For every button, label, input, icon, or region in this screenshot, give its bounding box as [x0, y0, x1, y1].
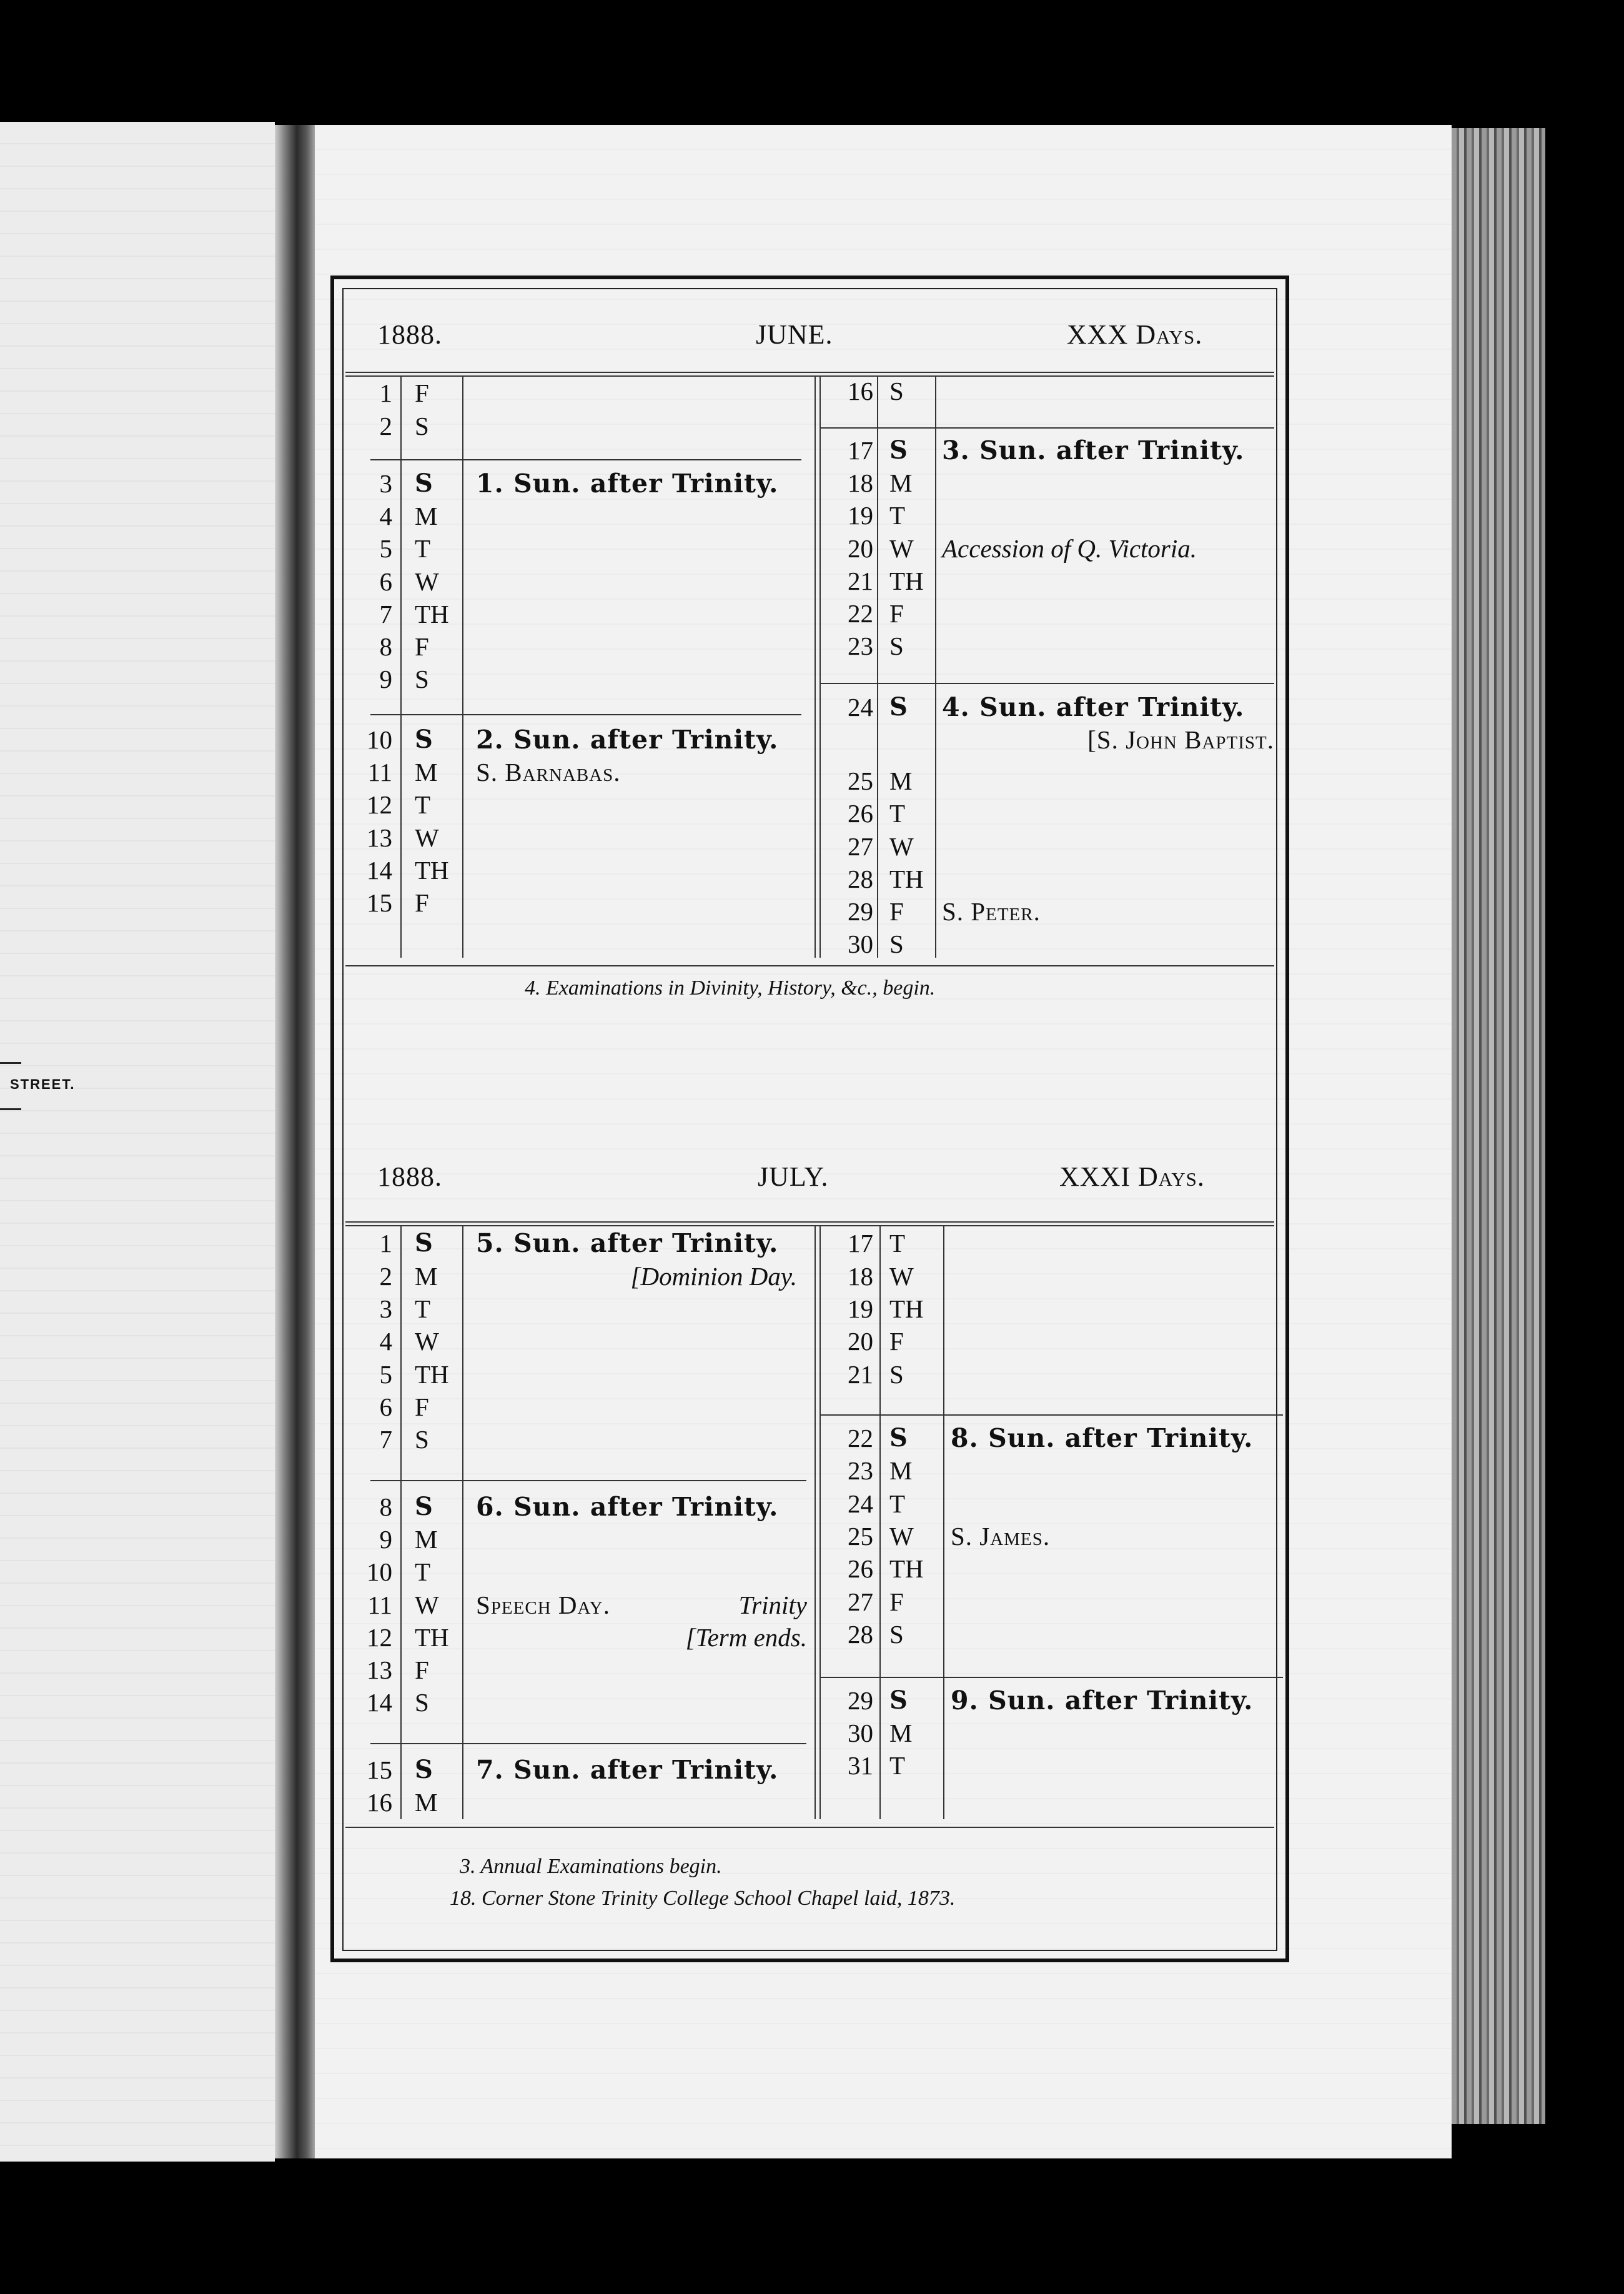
july-rule — [819, 1677, 1283, 1678]
day-number: 2 — [379, 1262, 392, 1291]
day-number: 26 — [848, 799, 873, 828]
july-rule — [819, 1226, 821, 1819]
sunday-glyph: S — [889, 692, 908, 722]
left-page-fragment: STREET. — [0, 1062, 100, 1110]
june-rule — [935, 377, 936, 958]
weekday-abbrev: S — [889, 1620, 904, 1649]
weekday-abbrev: TH — [889, 1554, 924, 1583]
day-number: 27 — [848, 832, 873, 861]
day-number: 11 — [367, 758, 392, 787]
day-number: 23 — [848, 632, 873, 660]
day-number: 22 — [848, 599, 873, 628]
weekday-abbrev: F — [415, 888, 429, 917]
weekday-abbrev: F — [889, 1587, 904, 1616]
day-number: 10 — [367, 1557, 392, 1586]
day-number: 17 — [848, 436, 873, 465]
day-number: 25 — [848, 1522, 873, 1551]
june-days: XXX Days. — [1067, 319, 1203, 350]
july-note-1: 3. Annual Examinations begin. — [460, 1855, 722, 1878]
july-table-bottom-rule — [345, 1827, 1274, 1828]
day-number: 5 — [379, 534, 392, 563]
day-number: 15 — [367, 888, 392, 917]
june-header-rule — [345, 372, 1274, 373]
weekday-abbrev: S — [889, 930, 904, 958]
book-gutter — [275, 125, 315, 2158]
day-number: 6 — [379, 1393, 392, 1421]
weekday-abbrev: M — [415, 1525, 438, 1554]
day-number: 1 — [379, 1229, 392, 1258]
june-rule — [462, 377, 463, 958]
day-number: 3 — [379, 469, 392, 498]
weekday-abbrev: TH — [889, 865, 924, 893]
weekday-abbrev: T — [889, 799, 906, 828]
day-number: 18 — [848, 1262, 873, 1291]
sunday-glyph: S — [415, 1492, 433, 1521]
weekday-abbrev: S — [889, 1360, 904, 1389]
feast-sunday: 7. Sun. after Trinity. — [476, 1755, 779, 1785]
june-rule — [814, 377, 816, 958]
day-number: 9 — [379, 665, 392, 693]
day-number: 13 — [367, 823, 392, 852]
day-number: 2 — [379, 412, 392, 440]
sunday-glyph: S — [889, 435, 908, 465]
day-number: 1 — [379, 379, 392, 407]
day-number: 8 — [379, 632, 392, 661]
weekday-abbrev: F — [415, 1393, 429, 1421]
weekday-abbrev: T — [415, 534, 431, 563]
day-number: 7 — [379, 600, 392, 628]
day-number: 16 — [367, 1788, 392, 1817]
july-rule — [400, 1226, 402, 1819]
feast-sunday: 1. Sun. after Trinity. — [476, 469, 779, 499]
june-rule — [819, 377, 821, 958]
day-number: 24 — [848, 693, 873, 722]
day-number: 18 — [848, 469, 873, 497]
day-number: 7 — [379, 1425, 392, 1454]
page-edges — [1452, 128, 1545, 2124]
july-note-2: 18. Corner Stone Trinity College School Chapel laid, 1873. — [450, 1887, 956, 1910]
weekday-abbrev: F — [889, 1327, 904, 1356]
weekday-abbrev: T — [415, 1557, 431, 1586]
weekday-abbrev: W — [415, 1591, 439, 1619]
weekday-abbrev: S — [415, 1425, 429, 1454]
june-note: 4. Examinations in Divinity, History, &c., begin. — [525, 976, 936, 1000]
day-number: 15 — [367, 1755, 392, 1784]
weekday-abbrev: W — [889, 1522, 914, 1551]
weekday-abbrev: TH — [889, 1294, 924, 1323]
feast-sunday: 9. Sun. after Trinity. — [951, 1686, 1254, 1716]
weekday-abbrev: W — [415, 823, 439, 852]
sunday-glyph: S — [415, 1228, 433, 1258]
weekday-abbrev: F — [889, 599, 904, 628]
day-number: 12 — [367, 790, 392, 819]
day-number: 23 — [848, 1456, 873, 1485]
weekday-abbrev: TH — [415, 600, 449, 628]
feast-sunday: 4. Sun. after Trinity. — [942, 692, 1245, 722]
weekday-abbrev: T — [415, 1294, 431, 1323]
july-title: JULY. — [758, 1161, 829, 1192]
june-rule — [819, 427, 1274, 429]
speech-day-trinity: Trinity — [738, 1591, 807, 1619]
weekday-abbrev: F — [415, 379, 429, 407]
july-rule — [370, 1743, 806, 1744]
day-number: 25 — [848, 767, 873, 795]
day-number: 4 — [379, 1327, 392, 1356]
june-rule — [400, 377, 402, 958]
feast-sunday: 3. Sun. after Trinity. — [942, 435, 1245, 465]
day-number: 13 — [367, 1656, 392, 1684]
sunday-glyph: S — [889, 1686, 908, 1715]
weekday-abbrev: TH — [415, 1623, 449, 1652]
weekday-abbrev: M — [415, 1262, 438, 1291]
weekday-abbrev: T — [889, 1229, 906, 1258]
weekday-abbrev: S — [415, 412, 429, 440]
day-number: 30 — [848, 930, 873, 958]
day-number: 20 — [848, 1327, 873, 1356]
left-page — [0, 122, 275, 2162]
feast-day: S. Barnabas. — [476, 758, 621, 787]
day-number: 11 — [367, 1591, 392, 1619]
weekday-abbrev: W — [889, 534, 914, 563]
july-rule — [879, 1226, 881, 1819]
weekday-abbrev: M — [415, 502, 438, 530]
speech-day-term-ends: [Term ends. — [685, 1623, 807, 1652]
weekday-abbrev: W — [415, 1327, 439, 1356]
weekday-abbrev: S — [415, 1688, 429, 1717]
weekday-abbrev: T — [889, 1751, 906, 1780]
june-rule — [370, 714, 801, 715]
day-number: 20 — [848, 534, 873, 563]
weekday-abbrev: TH — [889, 567, 924, 595]
day-number: 24 — [848, 1489, 873, 1518]
feast-day: S. James. — [951, 1522, 1051, 1551]
day-number: 21 — [848, 1360, 873, 1389]
day-number: 31 — [848, 1751, 873, 1780]
weekday-abbrev: M — [415, 758, 438, 787]
weekday-abbrev: T — [415, 790, 431, 819]
feast-day: Accession of Q. Victoria. — [942, 534, 1197, 563]
day-number: 21 — [848, 567, 873, 595]
feast-day: [S. John Baptist. — [1087, 725, 1274, 754]
weekday-abbrev: TH — [415, 1360, 449, 1389]
day-number: 14 — [367, 1688, 392, 1717]
weekday-abbrev: W — [889, 832, 914, 861]
feast-sunday: 5. Sun. after Trinity. — [476, 1228, 779, 1258]
day-number: 19 — [848, 1294, 873, 1323]
day-number: 5 — [379, 1360, 392, 1389]
weekday-abbrev: T — [889, 501, 906, 530]
weekday-abbrev: W — [889, 1262, 914, 1291]
july-rule — [370, 1480, 806, 1481]
weekday-abbrev: F — [415, 1656, 429, 1684]
june-rule — [370, 459, 801, 460]
sunday-glyph: S — [415, 469, 433, 498]
day-number: 22 — [848, 1424, 873, 1452]
day-number: 30 — [848, 1719, 873, 1747]
weekday-abbrev: F — [415, 632, 429, 661]
june-rule — [877, 377, 878, 958]
weekday-abbrev: M — [889, 469, 913, 497]
june-table-bottom-rule — [345, 965, 1274, 966]
weekday-abbrev: T — [889, 1489, 906, 1518]
weekday-abbrev: S — [889, 377, 904, 405]
july-header-rule — [345, 1221, 1274, 1223]
day-number: 12 — [367, 1623, 392, 1652]
july-rule — [814, 1226, 816, 1819]
day-number: 17 — [848, 1229, 873, 1258]
day-number: 16 — [848, 377, 873, 405]
weekday-abbrev: M — [889, 767, 913, 795]
feast-sunday: 6. Sun. after Trinity. — [476, 1492, 779, 1522]
weekday-abbrev: W — [415, 567, 439, 596]
day-number: 14 — [367, 856, 392, 885]
weekday-abbrev: TH — [415, 856, 449, 885]
weekday-abbrev: S — [415, 665, 429, 693]
feast-sunday: 8. Sun. after Trinity. — [951, 1423, 1254, 1453]
july-year: 1888. — [377, 1161, 442, 1192]
day-number: 29 — [848, 897, 873, 926]
feast-sunday: 2. Sun. after Trinity. — [476, 725, 779, 755]
july-rule — [819, 1414, 1283, 1416]
weekday-abbrev: S — [889, 632, 904, 660]
sunday-glyph: S — [415, 1755, 433, 1784]
day-number: 19 — [848, 501, 873, 530]
day-number: 6 — [379, 567, 392, 596]
july-rule — [943, 1226, 944, 1819]
day-number: 8 — [379, 1492, 392, 1521]
day-number: 28 — [848, 1620, 873, 1649]
day-number: 28 — [848, 865, 873, 893]
day-number: 4 — [379, 502, 392, 530]
feast-day: [Dominion Day. — [630, 1262, 797, 1291]
day-number: 10 — [367, 725, 392, 754]
weekday-abbrev: M — [889, 1719, 913, 1747]
weekday-abbrev: M — [889, 1456, 913, 1485]
day-number: 9 — [379, 1525, 392, 1554]
feast-day: S. Peter. — [942, 897, 1041, 926]
day-number: 26 — [848, 1554, 873, 1583]
june-rule — [819, 683, 1274, 684]
july-days: XXXI Days. — [1059, 1161, 1205, 1192]
weekday-abbrev: M — [415, 1788, 438, 1817]
june-title: JUNE. — [756, 319, 833, 350]
sunday-glyph: S — [415, 725, 433, 754]
day-number: 29 — [848, 1686, 873, 1715]
sunday-glyph: S — [889, 1423, 908, 1452]
july-rule — [462, 1226, 463, 1819]
weekday-abbrev: F — [889, 897, 904, 926]
day-number: 3 — [379, 1294, 392, 1323]
feast-day: Speech Day. — [476, 1591, 610, 1619]
day-number: 27 — [848, 1587, 873, 1616]
june-year: 1888. — [377, 319, 442, 350]
